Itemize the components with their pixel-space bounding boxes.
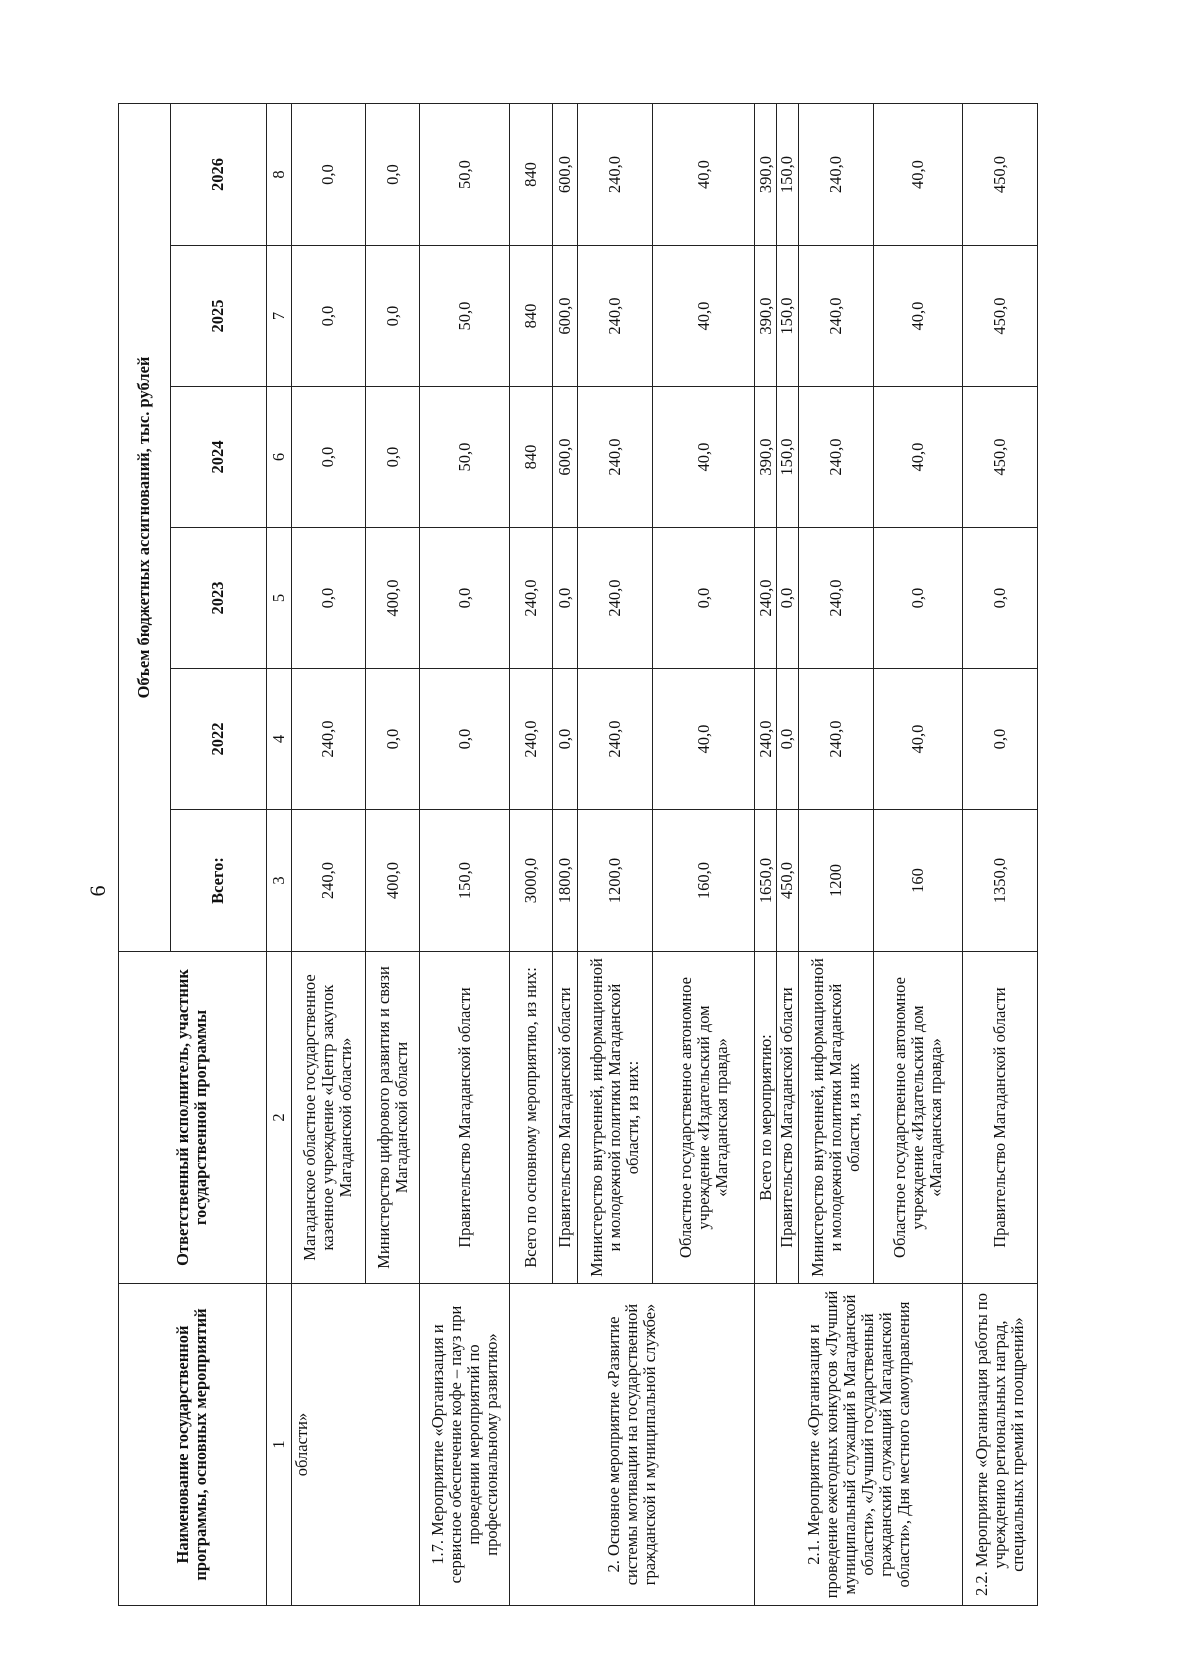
header-year-2022: 2022 <box>170 669 266 810</box>
value-2022: 0,0 <box>553 669 578 810</box>
header-program-name: Наименование государственной программы, основных мероприятий <box>119 1284 267 1606</box>
value-2023: 0,0 <box>873 528 962 669</box>
total-cell: 1650,0 <box>755 810 777 952</box>
value-2025: 50,0 <box>420 246 509 387</box>
value-2022: 0,0 <box>776 669 798 810</box>
value-2022: 240,0 <box>578 669 653 810</box>
value-2022: 40,0 <box>873 669 962 810</box>
value-2024: 840 <box>509 387 553 528</box>
value-2026: 240,0 <box>578 104 653 246</box>
budget-table <box>118 103 1038 1606</box>
total-cell: 160,0 <box>653 810 755 952</box>
value-2022: 240,0 <box>755 669 777 810</box>
value-2026: 40,0 <box>653 104 755 246</box>
value-2022: 240,0 <box>509 669 553 810</box>
header-year-2023: 2023 <box>170 528 266 669</box>
total-cell: 240,0 <box>291 810 366 952</box>
value-2026: 840 <box>509 104 553 246</box>
value-2024: 50,0 <box>420 387 509 528</box>
executor-cell: Правительство Магаданской области <box>963 952 1038 1284</box>
total-cell: 1350,0 <box>963 810 1038 952</box>
program-name-cell: 2.1. Мероприятие «Организация и проведение ежегодных конкурсов «Лучший муниципальный служащий в Магаданской области», «Лучший государственный гражданский служащий Магаданской области», Дня местного самоуправления <box>755 1284 963 1606</box>
column-number: 8 <box>266 104 291 246</box>
total-cell: 450,0 <box>776 810 798 952</box>
total-cell: 1200,0 <box>578 810 653 952</box>
value-2026: 40,0 <box>873 104 962 246</box>
value-2026: 600,0 <box>553 104 578 246</box>
program-name-cell: 2. Основное мероприятие «Развитие системы мотивации на государственной гражданской и муниципальной службе» <box>509 1284 754 1606</box>
total-cell: 400,0 <box>366 810 420 952</box>
value-2023: 240,0 <box>755 528 777 669</box>
value-2026: 0,0 <box>291 104 366 246</box>
value-2024: 240,0 <box>798 387 873 528</box>
page-number: 6 <box>85 885 110 897</box>
column-number: 6 <box>266 387 291 528</box>
executor-cell: Магаданское областное государственное казенное учреждение «Центр закупок Магаданской области» <box>291 952 366 1284</box>
executor-cell: Правительство Магаданской области <box>553 952 578 1284</box>
value-2025: 0,0 <box>291 246 366 387</box>
table-row <box>420 104 509 1606</box>
value-2024: 40,0 <box>873 387 962 528</box>
rotated-table-container <box>118 104 1038 1606</box>
column-number: 3 <box>266 810 291 952</box>
header-budget: Объем бюджетных ассигнований, тыс. рублей <box>119 104 171 952</box>
value-2025: 450,0 <box>963 246 1038 387</box>
value-2025: 40,0 <box>653 246 755 387</box>
total-cell: 150,0 <box>420 810 509 952</box>
value-2023: 0,0 <box>963 528 1038 669</box>
value-2025: 0,0 <box>366 246 420 387</box>
value-2024: 40,0 <box>653 387 755 528</box>
table-row <box>509 104 553 1606</box>
value-2023: 0,0 <box>291 528 366 669</box>
value-2025: 600,0 <box>553 246 578 387</box>
value-2022: 240,0 <box>798 669 873 810</box>
table-row <box>291 104 366 1606</box>
executor-cell: Министерство внутренней, информационной и молодежной политики Магаданской области, из них: <box>578 952 653 1284</box>
value-2025: 390,0 <box>755 246 777 387</box>
value-2023: 0,0 <box>776 528 798 669</box>
executor-cell: Министерство цифрового развития и связи Магаданской области <box>366 952 420 1284</box>
program-name-cell: 1.7. Мероприятие «Организация и сервисное обеспечение кофе – пауз при проведении мероприятий по профессиональному развитию» <box>420 1284 509 1606</box>
value-2025: 240,0 <box>578 246 653 387</box>
value-2024: 600,0 <box>553 387 578 528</box>
value-2026: 240,0 <box>798 104 873 246</box>
value-2022: 40,0 <box>653 669 755 810</box>
executor-cell: Правительство Магаданской области <box>776 952 798 1284</box>
header-executor: Ответственный исполнитель, участник государственной программы <box>119 952 267 1284</box>
column-number: 4 <box>266 669 291 810</box>
column-number: 7 <box>266 246 291 387</box>
value-2023: 240,0 <box>798 528 873 669</box>
value-2026: 150,0 <box>776 104 798 246</box>
value-2022: 0,0 <box>963 669 1038 810</box>
total-cell: 3000,0 <box>509 810 553 952</box>
program-name-cell: 2.2. Мероприятие «Организация работы по учреждению региональных наград, специальных премий и поощрений» <box>963 1284 1038 1606</box>
executor-cell: Правительство Магаданской области <box>420 952 509 1284</box>
value-2023: 240,0 <box>578 528 653 669</box>
column-number: 2 <box>266 952 291 1284</box>
value-2024: 390,0 <box>755 387 777 528</box>
total-cell: 160 <box>873 810 962 952</box>
executor-cell: Всего по мероприятию: <box>755 952 777 1284</box>
column-number: 1 <box>266 1284 291 1606</box>
value-2025: 240,0 <box>798 246 873 387</box>
value-2024: 0,0 <box>366 387 420 528</box>
header-year-2025: 2025 <box>170 246 266 387</box>
executor-cell: Областное государственное автономное учреждение «Издательский дом «Магаданская правда» <box>653 952 755 1284</box>
value-2023: 0,0 <box>653 528 755 669</box>
table-row <box>755 104 777 1606</box>
header-year-2026: 2026 <box>170 104 266 246</box>
value-2025: 840 <box>509 246 553 387</box>
value-2023: 0,0 <box>553 528 578 669</box>
total-cell: 1800,0 <box>553 810 578 952</box>
executor-cell: Областное государственное автономное учреждение «Издательский дом «Магаданская правда» <box>873 952 962 1284</box>
value-2024: 150,0 <box>776 387 798 528</box>
header-year-2024: 2024 <box>170 387 266 528</box>
column-number: 5 <box>266 528 291 669</box>
value-2026: 50,0 <box>420 104 509 246</box>
value-2023: 0,0 <box>420 528 509 669</box>
program-name-cell: области» <box>291 1284 420 1606</box>
value-2022: 0,0 <box>366 669 420 810</box>
value-2026: 390,0 <box>755 104 777 246</box>
value-2025: 40,0 <box>873 246 962 387</box>
executor-cell: Министерство внутренней, информационной и молодежной политики Магаданской области, из них <box>798 952 873 1284</box>
value-2026: 450,0 <box>963 104 1038 246</box>
value-2022: 240,0 <box>291 669 366 810</box>
header-total: Всего: <box>170 810 266 952</box>
value-2022: 0,0 <box>420 669 509 810</box>
value-2023: 400,0 <box>366 528 420 669</box>
value-2024: 240,0 <box>578 387 653 528</box>
value-2025: 150,0 <box>776 246 798 387</box>
table-row <box>963 104 1038 1606</box>
value-2024: 450,0 <box>963 387 1038 528</box>
value-2023: 240,0 <box>509 528 553 669</box>
executor-cell: Всего по основному мероприятию, из них: <box>509 952 553 1284</box>
total-cell: 1200 <box>798 810 873 952</box>
value-2024: 0,0 <box>291 387 366 528</box>
value-2026: 0,0 <box>366 104 420 246</box>
